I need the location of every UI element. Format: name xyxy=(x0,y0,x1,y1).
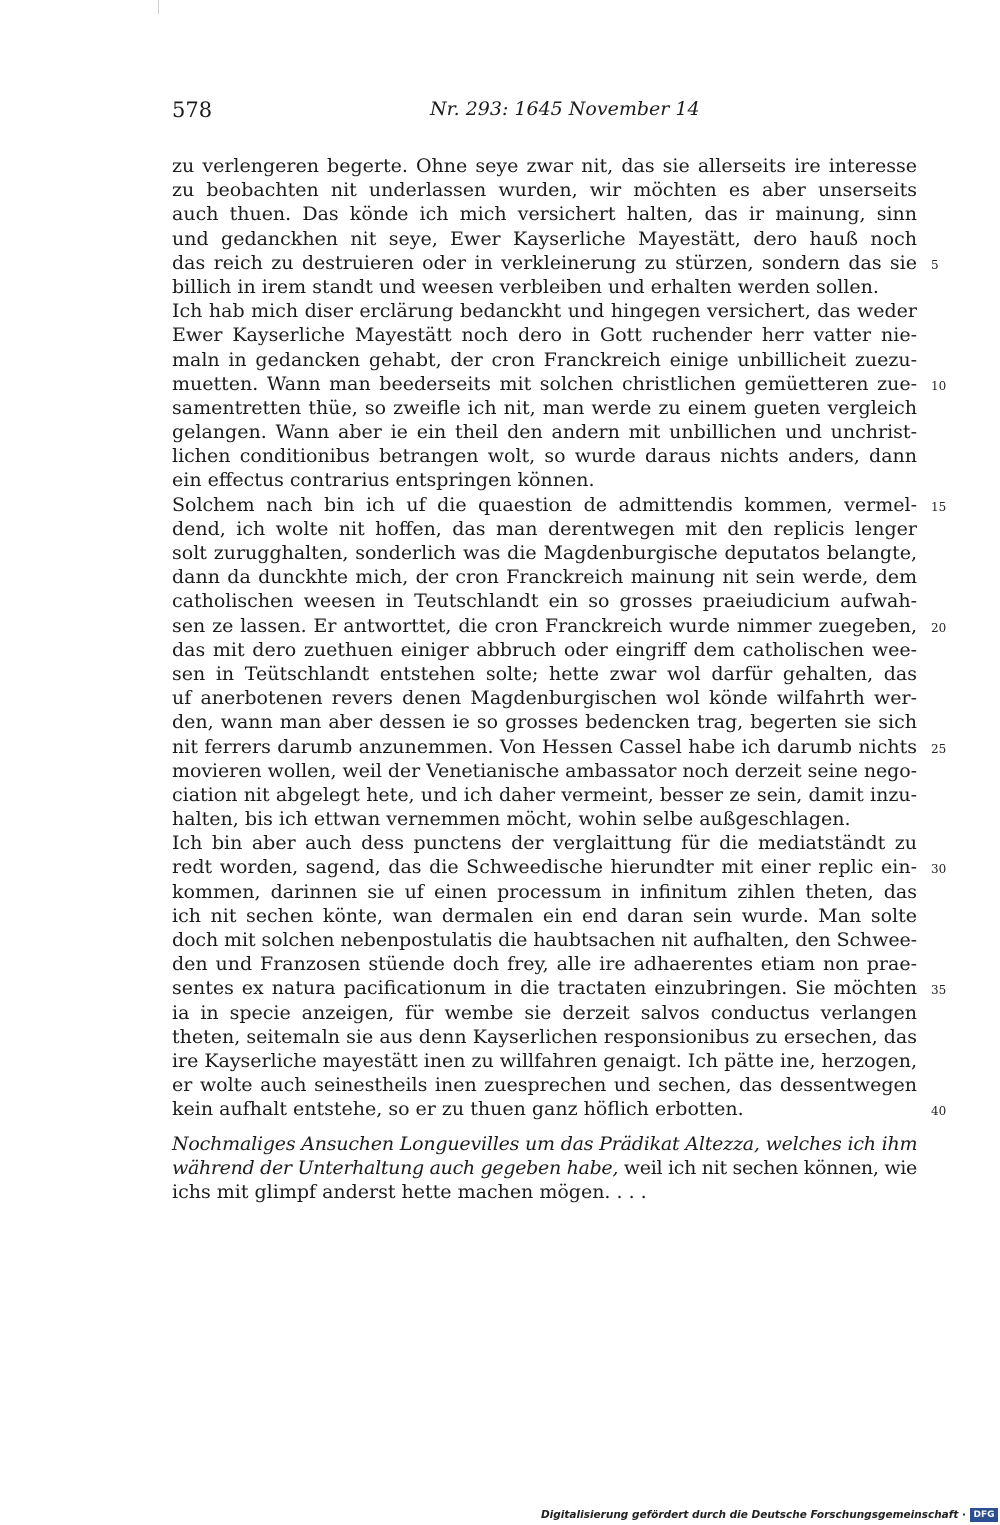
line-text: ia in specie anzeigen, für wembe sie derzeit salvos conductus verlangen xyxy=(172,1001,917,1024)
line-number: 15 xyxy=(931,499,947,514)
line-text: lichen conditionibus betrangen wolt, so wurde daraus nichts anders, dann xyxy=(172,445,917,468)
text-line xyxy=(172,275,917,299)
line-text: Ewer Kayserliche Mayestätt noch dero in Gott ruchender herr vatter nie- xyxy=(172,324,917,347)
text-line xyxy=(172,976,947,1000)
text-line xyxy=(172,178,917,202)
scan-edge-mark xyxy=(158,0,159,14)
text-line xyxy=(172,517,917,541)
text-line xyxy=(172,686,917,710)
text-line xyxy=(172,468,917,492)
text-line xyxy=(172,1097,947,1121)
line-text: zu beobachten nit underlassen wurden, wir möchten es aber unserseits xyxy=(172,179,917,202)
line-text: solt zurugghalten, sonderlich was die Magdenburgische deputatos belangte, xyxy=(172,542,917,564)
text-line xyxy=(172,1073,917,1097)
text-line xyxy=(172,710,917,734)
text-line xyxy=(172,904,917,928)
line-text: samentretten thüe, so zweifle ich nit, man werde zu einem gueten vergleich xyxy=(172,396,917,419)
text-line xyxy=(172,565,917,589)
text-line xyxy=(172,855,947,879)
line-text: sen ze lassen. Er antworttet, die cron Franckreich wurde nimmer zuegeben, xyxy=(172,614,917,637)
line-text: sen in Teütschlandt entstehen solte; hette zwar wol darfür gehalten, das xyxy=(172,662,917,685)
line-number: 30 xyxy=(931,862,947,877)
text-line xyxy=(172,348,917,372)
closing-line-3 xyxy=(172,1180,917,1204)
text-line xyxy=(172,759,917,783)
line-number: 10 xyxy=(931,378,947,393)
line-number: 5 xyxy=(931,257,939,272)
line-number: 20 xyxy=(931,620,947,635)
line-text: gelangen. Wann aber ie ein theil den andern mit unbillichen und unchrist- xyxy=(172,421,917,444)
line-text: ein effectus contrarius entspringen können. xyxy=(172,469,595,492)
line-text: kommen, darinnen sie uf einen processum in infinitum zihlen theten, das xyxy=(172,880,917,903)
line-number: 40 xyxy=(931,1104,947,1119)
text-line xyxy=(172,493,947,517)
footer-bar xyxy=(0,1507,1000,1525)
closing-quote: weil ich nit sechen können, wie xyxy=(618,1156,917,1179)
line-text: redt worden, sagend, das die Schweedische hierundter mit einer replic ein- xyxy=(172,856,917,879)
line-text: muetten. Wann man beederseits mit solchen christlichen gemüetteren zue- xyxy=(172,372,917,395)
text-line xyxy=(172,323,917,347)
line-text: ich nit sechen könte, wan dermalen ein end daran sein wurde. Man solte xyxy=(172,904,917,927)
line-text: catholischen weesen in Teutschlandt ein so grosses praeiudicium aufwah- xyxy=(172,590,917,613)
closing-summary-italic: Nochmaliges Ansuchen Longuevilles um das Prädikat Altezza, welches ich ihm xyxy=(172,1132,918,1155)
text-line xyxy=(172,227,917,251)
text-line xyxy=(172,735,947,759)
line-text: kein aufhalt entstehe, so er zu thuen ganz höflich erbotten. xyxy=(172,1098,744,1121)
text-line xyxy=(172,251,939,275)
line-text: Ich bin aber auch dess punctens der verglaittung für die mediatständt zu xyxy=(172,832,917,855)
line-text: theten, seitemaln sie aus denn Kayserlichen responsionibus zu ersechen, das xyxy=(172,1025,917,1048)
line-text: ciation nit abgelegt hete, und ich daher vermeint, besser ze sein, damit inzu- xyxy=(172,783,917,806)
text-line xyxy=(172,202,917,226)
line-text: maln in gedancken gehabt, der cron Franckreich einige unbillicheit zuezu- xyxy=(172,348,917,371)
closing-summary-italic-2: während der Unterhaltung auch gegeben habe, xyxy=(172,1156,619,1179)
line-text: sentes ex natura pacificationum in die tractaten einzubringen. Sie möchten xyxy=(172,977,917,1000)
closing-line-1 xyxy=(172,1132,917,1156)
dfg-logo-icon: DFG xyxy=(970,1508,998,1522)
line-text: das mit dero zuethuen einiger abbruch oder eingriff dem catholischen wee- xyxy=(172,638,917,661)
closing-line-2-text xyxy=(172,1156,917,1180)
line-text: auch thuen. Das könde ich mich versichert halten, das ir mainung, sinn xyxy=(172,203,917,226)
line-text: billich in irem standt und weesen verbleiben und erhalten werden sollen. xyxy=(172,275,879,298)
line-text: zu verlengeren begerte. Ohne seye zwar nit, das sie allerseits ire interesse xyxy=(172,155,917,177)
text-line xyxy=(172,154,917,178)
line-text: halten, bis ich ettwan vernemmen möcht, wohin selbe außgeschlagen. xyxy=(172,808,851,831)
body-text xyxy=(172,154,947,1204)
text-line xyxy=(172,396,917,420)
line-number: 35 xyxy=(931,983,947,998)
line-text: uf anerbotenen revers denen Magdenburgischen wol könde wilfahrth wer- xyxy=(172,687,917,710)
line-text: Solchem nach bin ich uf die quaestion de admittendis kommen, vermel- xyxy=(172,493,917,516)
line-text: Ich hab mich diser erclärung bedanckht und hingegen versichert, das weder xyxy=(172,300,917,323)
line-text: nit ferrers darumb anzunemmen. Von Hessen Cassel habe ich darumb nichts xyxy=(172,735,917,758)
text-line xyxy=(172,614,947,638)
line-text: den, wann man aber dessen ie so grosses bedencken trag, begerten sie sich xyxy=(172,711,917,734)
text-line xyxy=(172,589,917,613)
text-line xyxy=(172,541,917,565)
closing-line-3-text: ichs mit glimpf anderst hette machen mögen. . . . xyxy=(172,1180,647,1203)
text-line xyxy=(172,662,917,686)
text-line xyxy=(172,444,917,468)
text-line xyxy=(172,638,917,662)
text-line xyxy=(172,783,917,807)
text-line xyxy=(172,880,917,904)
text-lines xyxy=(172,154,947,1122)
line-text: und gedanckhen nit seye, Ewer Kayserliche Mayestätt, dero hauß noch xyxy=(172,227,917,250)
text-line xyxy=(172,831,917,855)
line-text: er wolte auch seinestheils inen zuesprechen und sechen, das dessentwegen xyxy=(172,1074,917,1097)
text-line xyxy=(172,952,917,976)
text-line xyxy=(172,928,917,952)
text-line xyxy=(172,1049,917,1073)
line-text: dann da dunckhte mich, der cron Franckreich mainung nit sein werde, dem xyxy=(172,566,917,589)
text-line xyxy=(172,420,917,444)
line-text: ire Kayserliche mayestätt inen zu willfahren genaigt. Ich pätte ine, herzogen, xyxy=(172,1049,917,1072)
line-text: den und Franzosen stüende doch frey, alle ire adhaerentes etiam non prae- xyxy=(172,953,917,976)
text-line xyxy=(172,807,917,831)
page-header xyxy=(172,98,917,130)
text-line xyxy=(172,1001,917,1025)
line-text: movieren wollen, weil der Venetianische ambassator noch derzeit seine nego- xyxy=(172,759,917,782)
line-text: doch mit solchen nebenpostulatis die haubtsachen nit aufhalten, den Schwee- xyxy=(172,929,917,951)
running-title: Nr. 293: 1645 November 14 xyxy=(430,98,700,120)
funding-credit: Digitalisierung gefördert durch die Deutsche Forschungsgemeinschaft · xyxy=(540,1509,966,1521)
page-number: 578 xyxy=(172,98,213,122)
text-line xyxy=(172,372,947,396)
text-line xyxy=(172,299,917,323)
line-text: das reich zu destruieren oder in verkleinerung zu stürzen, sondern das sie xyxy=(172,251,917,274)
text-line xyxy=(172,1025,917,1049)
line-text: dend, ich wolte nit hoffen, das man derentwegen mit den replicis lenger xyxy=(172,517,917,540)
line-number: 25 xyxy=(931,741,947,756)
closing-line-2 xyxy=(172,1156,917,1180)
